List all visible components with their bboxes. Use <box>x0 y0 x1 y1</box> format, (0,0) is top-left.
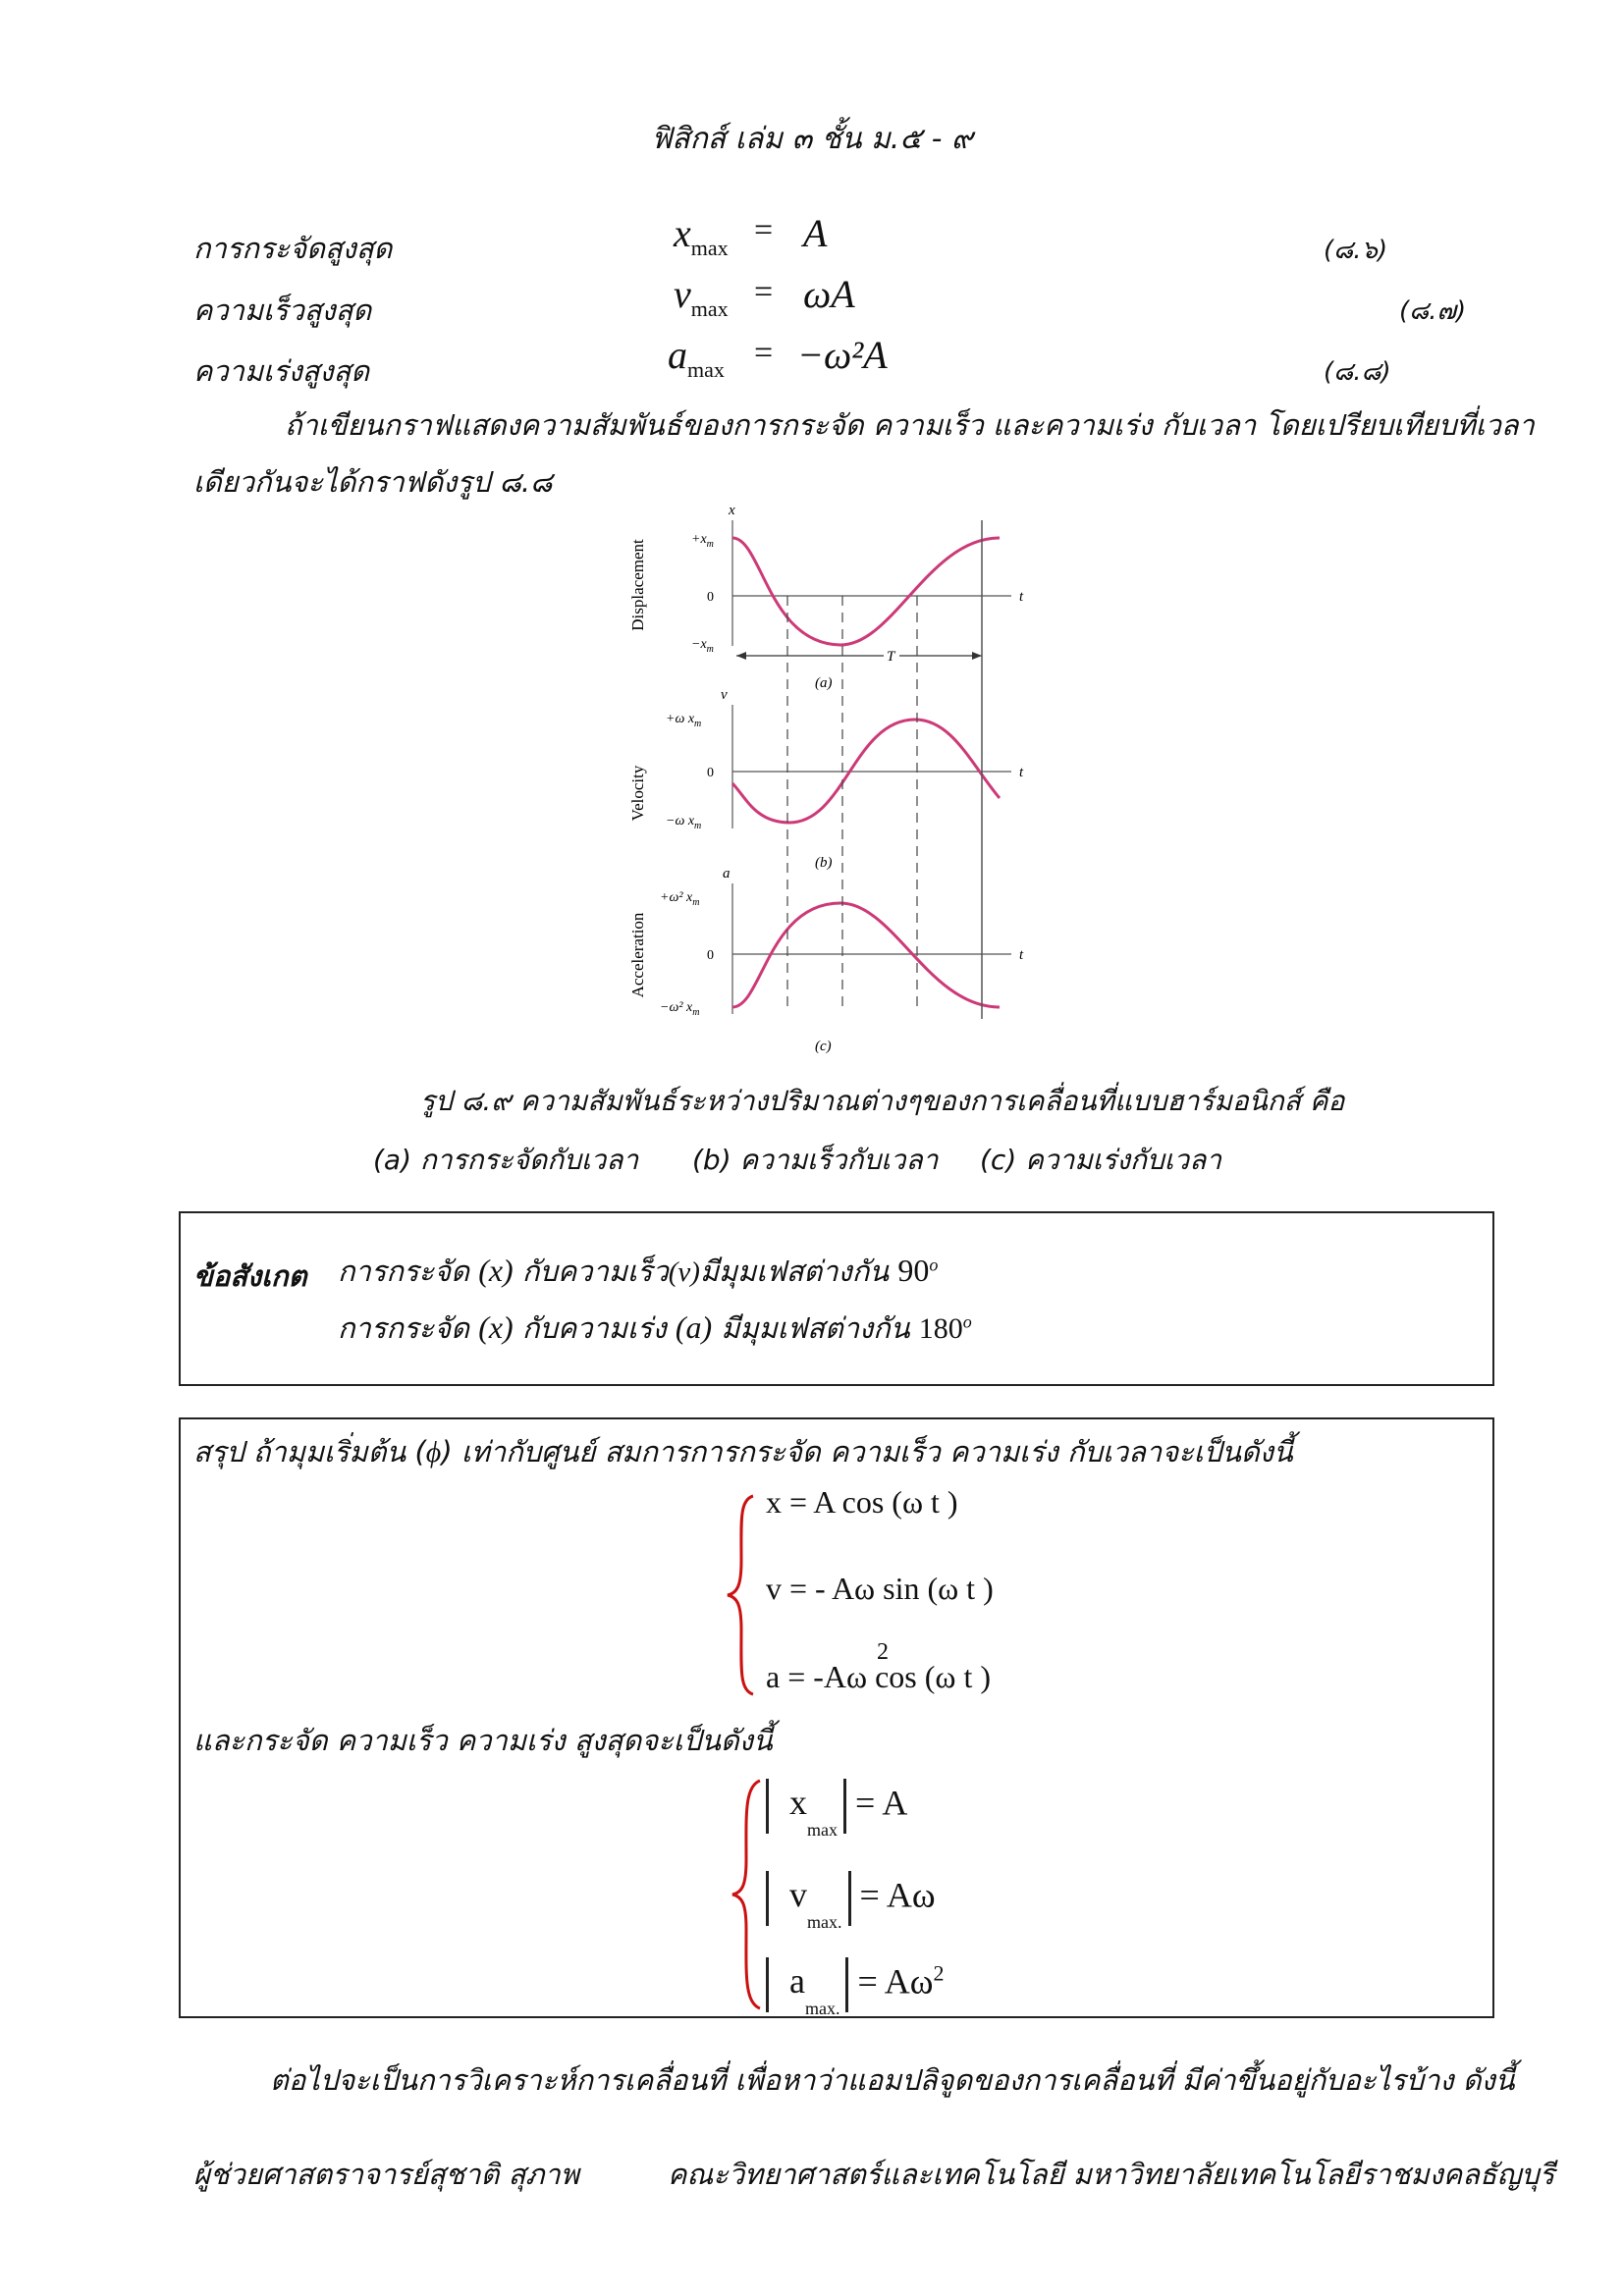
t-axis-label: t <box>1019 589 1024 605</box>
equation-number: (๘.๖) <box>1324 236 1388 265</box>
abs-x-max: $x_{max} = A$ <box>766 1779 907 1834</box>
equation-label-xmax: การกระจัดสูงสุด <box>193 232 393 265</box>
velocity-panel <box>628 687 1024 871</box>
period-label: T <box>887 649 895 665</box>
note-line-1: การกระจัด (x) กับความเร็ว(v)มีมุมเฟสต่างกัน 90$^o$ <box>338 1253 939 1288</box>
panel-var-label: a <box>723 866 731 881</box>
equals-sign: = <box>754 212 774 248</box>
summary-intro: สรุป ถ้ามุมเริ่มต้น (ϕ) เท่ากับศูนย์ สมการการกระจัด ความเร็ว ความเร่ง กับเวลาจะเป็นดังนี้ <box>193 1435 1293 1468</box>
equation-rhs-xmax: A <box>803 211 828 255</box>
intro-line-1: ถ้าเขียนกราฟแสดงความสัมพันธ์ของการกระจัด ความเร็ว และความเร่ง กับเวลา โดยเปรียบเทียบที่เวลา <box>285 408 1535 442</box>
equation-label-vmax: ความเร็วสูงสุด <box>193 294 372 327</box>
tick-bottom: −ω $x_m$ <box>666 814 702 831</box>
axis-label-velocity: Velocity <box>628 765 647 822</box>
panel-var-label: x <box>729 503 735 518</box>
equation-lhs-xmax: $x_{max}$ <box>674 211 729 260</box>
page-header: ฟิสิกส์ เล่ม ๓ ชั้น ม.๕ - ๙ <box>651 122 973 156</box>
caption-item-a: (a) การกระจัดกับเวลา <box>373 1144 639 1176</box>
figure-caption: รูป ๘.๙ ความสัมพันธ์ระหว่างปริมาณต่างๆของการเคลื่อนที่แบบฮาร์มอนิกส์ คือ <box>420 1085 1345 1117</box>
abs-a-max: $a_{max.} = A\omega^2$ <box>766 1957 945 2012</box>
left-brace-icon <box>727 1777 766 2012</box>
displacement-panel <box>628 503 1024 691</box>
equation-a-t: a = -Aω cos (ω t ) <box>766 1659 991 1694</box>
shm-graphs-figure <box>609 499 1041 1058</box>
t-axis-label: t <box>1019 947 1024 963</box>
tick-top: +ω² $x_m$ <box>660 890 700 908</box>
summary-mid: และกระจัด ความเร็ว ความเร่ง สูงสุดจะเป็นดังนี้ <box>193 1724 773 1757</box>
acceleration-panel <box>628 866 1024 1054</box>
equation-rhs-amax: −ω²A <box>797 333 888 377</box>
observation-box <box>179 1211 1494 1386</box>
note-title: ข้อสังเกต <box>193 1259 307 1293</box>
tick-bottom: $-x_m$ <box>691 637 714 655</box>
equation-lhs-amax: $a_{max}$ <box>668 333 725 382</box>
equation-x-t: x = A cos (ω t ) <box>766 1484 958 1520</box>
equation-number: (๘.๗) <box>1399 296 1467 326</box>
tick-zero: 0 <box>707 766 714 780</box>
intro-line-2: เดียวกันจะได้กราฟดังรูป ๘.๘ <box>193 465 553 499</box>
footer-affiliation: คณะวิทยาศาสตร์และเทคโนโลยี มหาวิทยาลัยเทคโนโลยีราชมงคลธัญบุรี <box>668 2158 1555 2191</box>
equation-v-t: v = - Aω sin (ω t ) <box>766 1571 994 1606</box>
caption-item-c: (c) ความเร่งกับเวลา <box>980 1144 1221 1176</box>
note-line-2: การกระจัด (x) กับความเร่ง (a) มีมุมเฟสต่างกัน 180$^o$ <box>338 1309 972 1345</box>
panel-var-label: v <box>721 687 728 703</box>
equation-number: (๘.๘) <box>1324 357 1391 387</box>
equals-sign: = <box>754 274 774 310</box>
caption-item-b: (b) ความเร็วกับเวลา <box>692 1144 939 1176</box>
t-axis-label: t <box>1019 765 1024 780</box>
closing-paragraph: ต่อไปจะเป็นการวิเคราะห์การเคลื่อนที่ เพื่อหาว่าแอมปลิจูดของการเคลื่อนที่ มีค่าขึ้นอยู่กับอะไรบ้าง ดังนี้ <box>270 2063 1515 2097</box>
equation-rhs-vmax: ωA <box>803 272 855 316</box>
abs-v-max: $v_{max.} = A\omega$ <box>766 1871 936 1926</box>
equals-sign: = <box>754 335 774 371</box>
tick-zero: 0 <box>707 948 714 963</box>
tick-zero: 0 <box>707 590 714 605</box>
tick-bottom: −ω² $x_m$ <box>660 1000 700 1018</box>
axis-label-displacement: Displacement <box>628 539 647 631</box>
tick-top: $+x_m$ <box>691 532 714 550</box>
axis-label-acceleration: Acceleration <box>628 912 647 998</box>
equation-lhs-vmax: $v_{max}$ <box>674 272 729 321</box>
tick-top: +ω $x_m$ <box>666 712 702 729</box>
panel-sublabel-c: (c) <box>815 1039 832 1054</box>
equation-a-t-exponent: 2 <box>877 1639 889 1665</box>
acceleration-curve <box>732 903 1000 1007</box>
panel-sublabel-b: (b) <box>815 855 833 871</box>
equation-label-amax: ความเร่งสูงสุด <box>193 354 370 388</box>
footer-author: ผู้ช่วยศาสตราจารย์สุชาติ สุภาพ <box>193 2158 579 2191</box>
left-brace-icon <box>722 1492 761 1698</box>
displacement-curve <box>732 538 1000 645</box>
panel-sublabel-a: (a) <box>815 675 833 691</box>
